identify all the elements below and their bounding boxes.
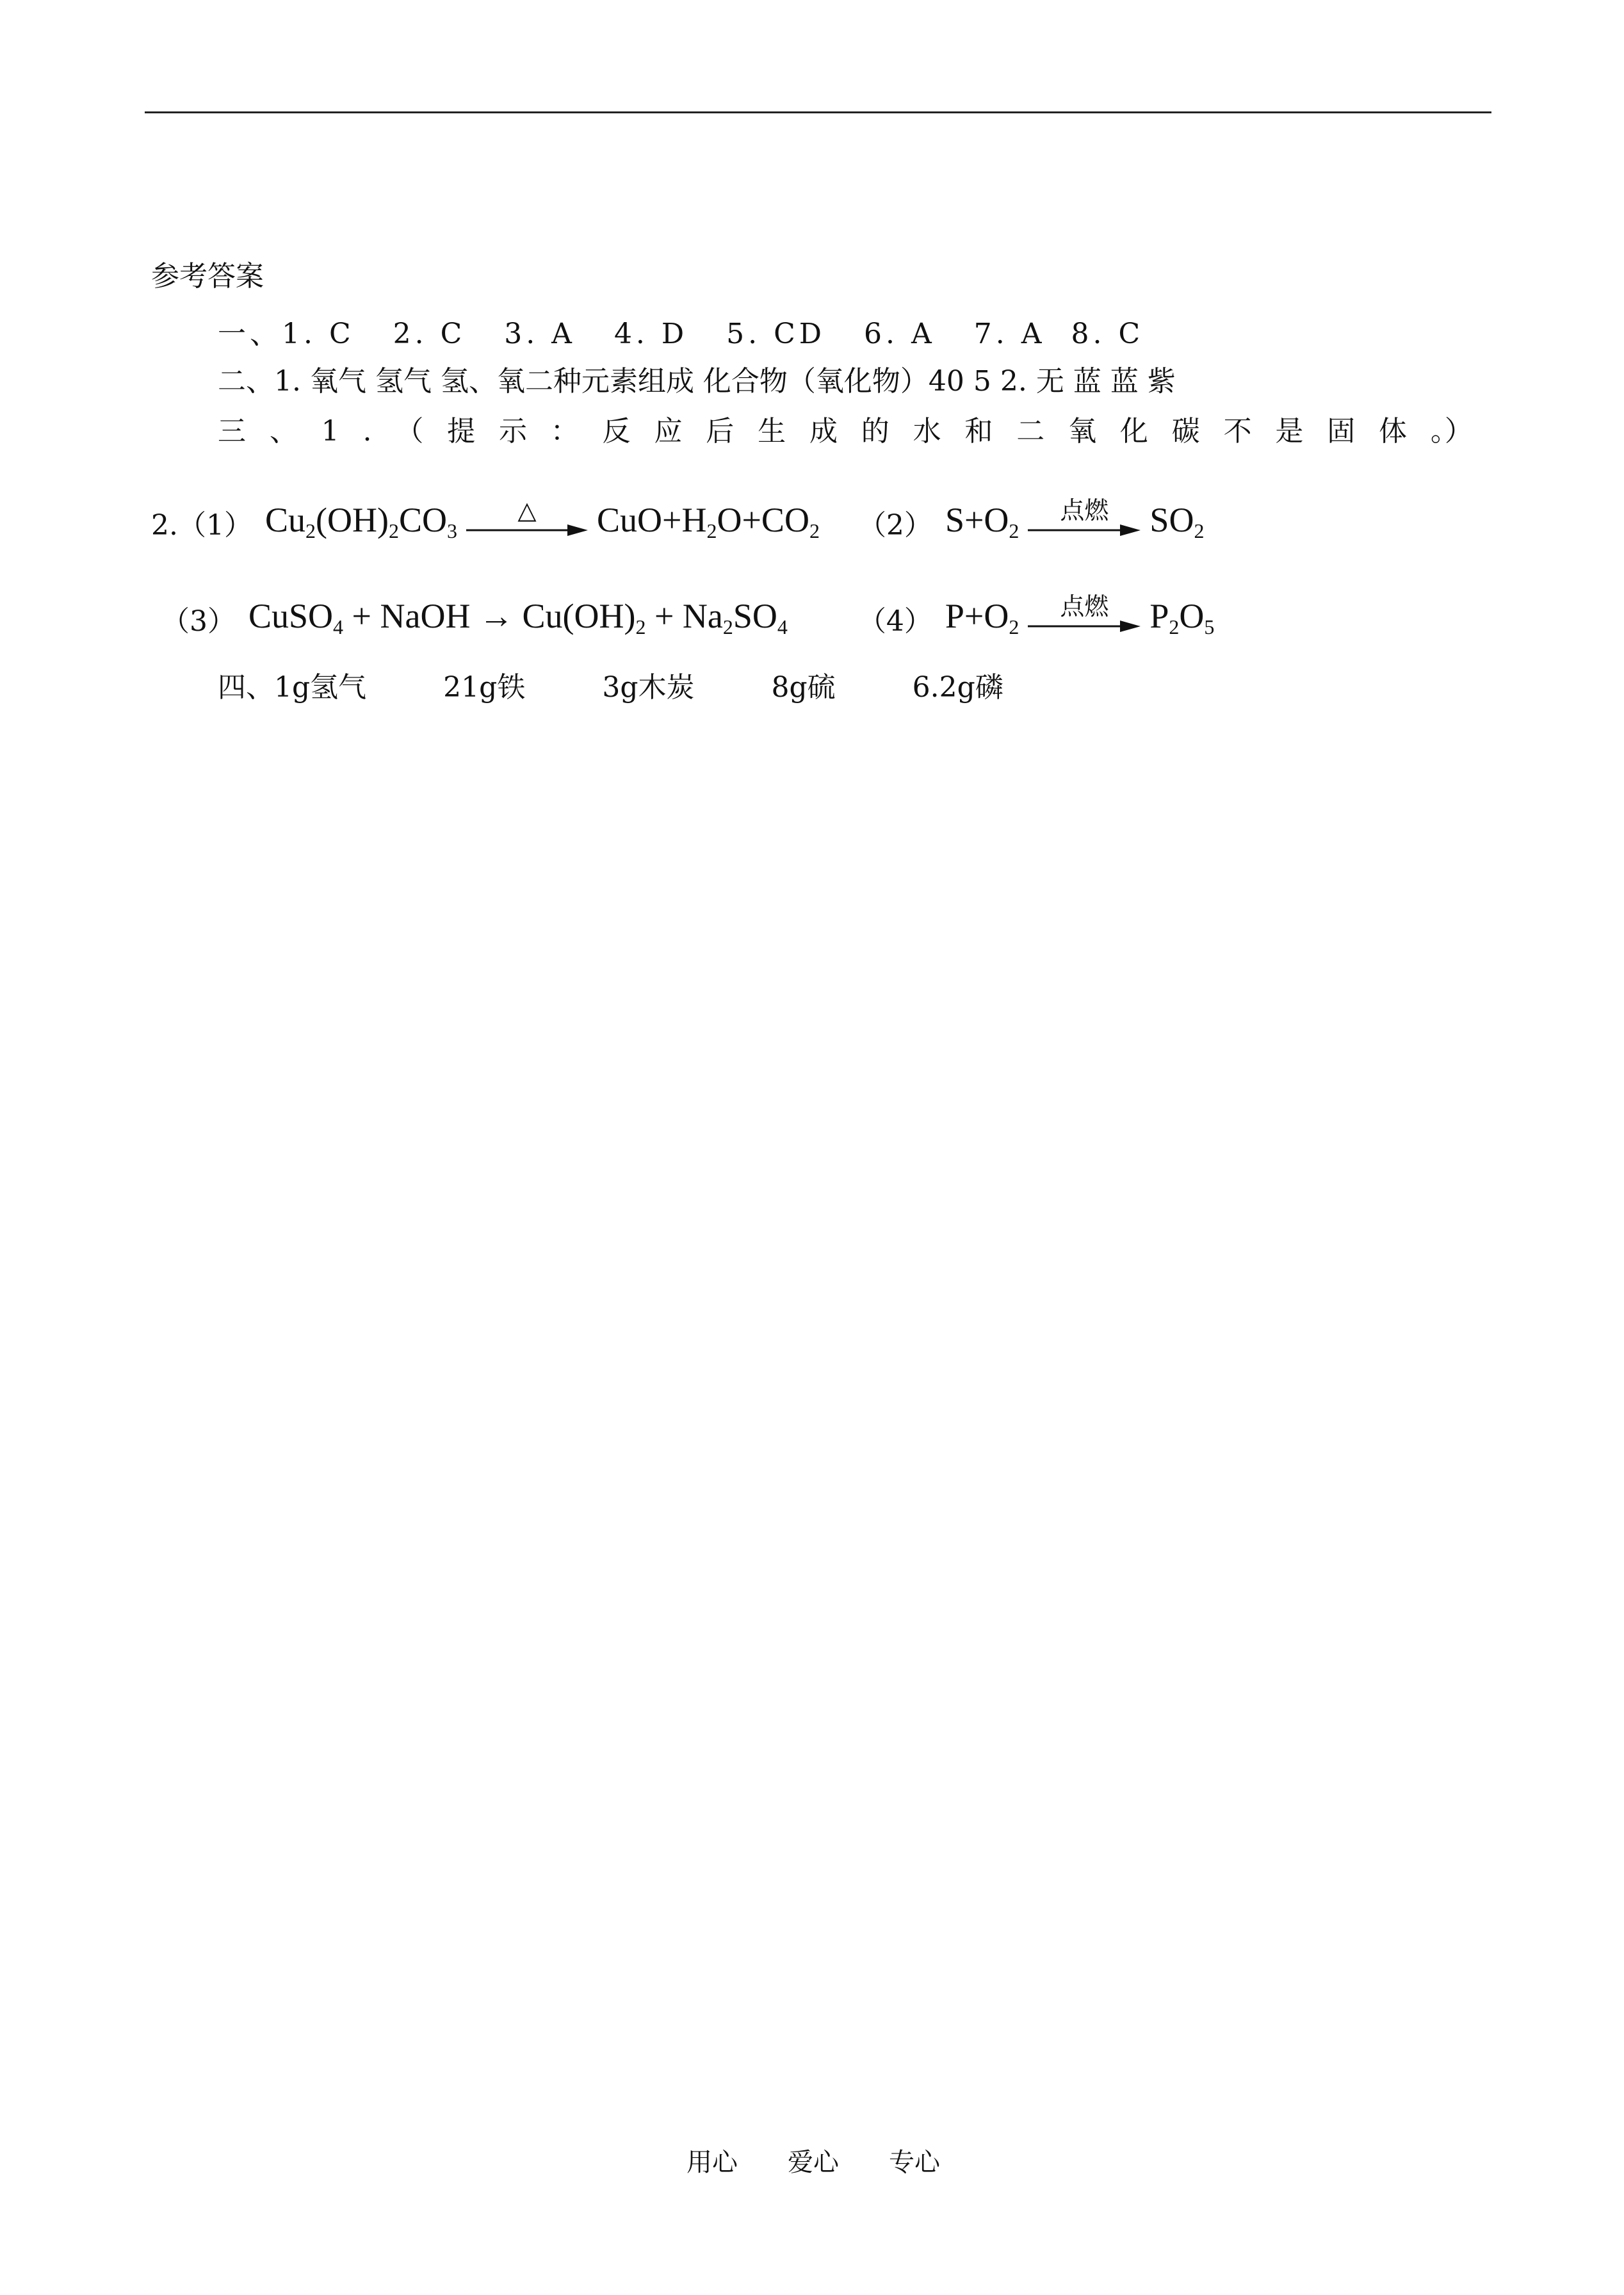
equation-2-label: （2） <box>857 508 932 542</box>
section-4-item: 21g铁 <box>443 671 526 704</box>
s3-char: 反 <box>602 415 631 448</box>
answers-section-3 <box>218 414 1473 450</box>
s3-char: 碳 <box>1171 415 1200 448</box>
equation-row-2 <box>161 592 1215 647</box>
header-rule <box>145 111 1491 113</box>
s3-char: 。） <box>1430 415 1473 448</box>
s3-char: 后 <box>706 415 735 448</box>
s3-char: . <box>362 415 372 448</box>
section-4-first <box>218 671 366 704</box>
equation-4-label: （4） <box>857 604 932 638</box>
equation-4-reactants: $P+O_2$ <box>945 597 1019 638</box>
page-footer <box>686 2146 940 2178</box>
footer-text: 专心 <box>889 2148 940 2177</box>
heat-condition: △ <box>517 496 537 524</box>
s3-char: （ <box>395 415 424 448</box>
ignite-condition: 点燃 <box>1060 592 1109 620</box>
answer-8: 8. C <box>1071 318 1144 350</box>
s3-char: 是 <box>1275 415 1304 448</box>
arrow-icon <box>1028 524 1141 537</box>
s3-char: 、 <box>269 415 298 448</box>
s3-char: ： <box>550 415 579 448</box>
s3-char: 应 <box>654 415 683 448</box>
s3-char: 水 <box>913 415 941 448</box>
ignite-reaction-arrow <box>1028 497 1141 537</box>
answer-6: 6. A <box>864 318 936 350</box>
equation-row-1 <box>151 496 1205 551</box>
answer-7: 7. A <box>973 318 1046 350</box>
equation-3-label: （3） <box>161 604 236 638</box>
page-title: 参考答案 <box>151 260 264 293</box>
answers-section-4 <box>218 670 1003 706</box>
section-4-item: 1g氢气 <box>274 671 367 704</box>
section-1-prefix: 一、 <box>218 318 282 350</box>
answers-section-1 <box>218 316 1144 352</box>
equation-3: CuSO$_4$ + NaOH → $Cu(OH)_2 + Na_2SO_4$ <box>248 597 788 638</box>
s3-char: 固 <box>1327 415 1356 448</box>
equation-2-products: $SO_2$ <box>1149 501 1205 542</box>
s3-char: 提 <box>447 415 476 448</box>
s3-char: 体 <box>1379 415 1408 448</box>
s3-char: 示 <box>498 415 527 448</box>
section-4-item: 8g硫 <box>771 671 836 704</box>
s3-char: 化 <box>1119 415 1148 448</box>
answer-4: 4. D <box>613 318 688 350</box>
answer-3: 3. A <box>504 318 576 350</box>
section-4-item: 6.2g磷 <box>912 671 1003 704</box>
footer-text: 用心 <box>686 2148 738 2177</box>
equation-4-products: $P_2O_5$ <box>1149 597 1215 638</box>
answer-5: 5. CD <box>726 318 826 350</box>
arrow-icon <box>1028 620 1141 633</box>
s3-char: 不 <box>1223 415 1252 448</box>
s3-char: 的 <box>861 415 889 448</box>
s3-char: 二 <box>1016 415 1045 448</box>
section-4-prefix: 四、 <box>218 671 274 704</box>
s3-char: 和 <box>964 415 993 448</box>
footer-text: 爱心 <box>788 2148 839 2177</box>
section-4-item: 3g木炭 <box>602 671 695 704</box>
s3-char: 成 <box>809 415 838 448</box>
equation-2-reactants: $S+O_2$ <box>945 501 1019 542</box>
s3-char: 氧 <box>1068 415 1097 448</box>
s3-char: 生 <box>758 415 786 448</box>
answer-2: 2. C <box>393 318 466 350</box>
ignite-condition: 点燃 <box>1060 496 1109 524</box>
ignite-reaction-arrow <box>1028 593 1141 633</box>
answer-1: 1. C <box>282 318 355 350</box>
equation-1-label: 2.（1） <box>151 508 252 542</box>
heat-reaction-arrow <box>466 497 588 537</box>
equation-1-reactants: $Cu_2(OH)_2CO_3$ <box>264 501 457 542</box>
answers-section-2: 二、1. 氧气 氢气 氢、氧二种元素组成 化合物（氧化物）40 5 2. 无 蓝 蓝 紫 <box>218 365 1176 398</box>
equation-1-products: $CuO+H_2O+CO_2$ <box>597 501 820 542</box>
s3-char: 三 <box>218 415 246 448</box>
s3-char: 1 <box>321 415 339 448</box>
arrow-icon <box>466 524 588 537</box>
